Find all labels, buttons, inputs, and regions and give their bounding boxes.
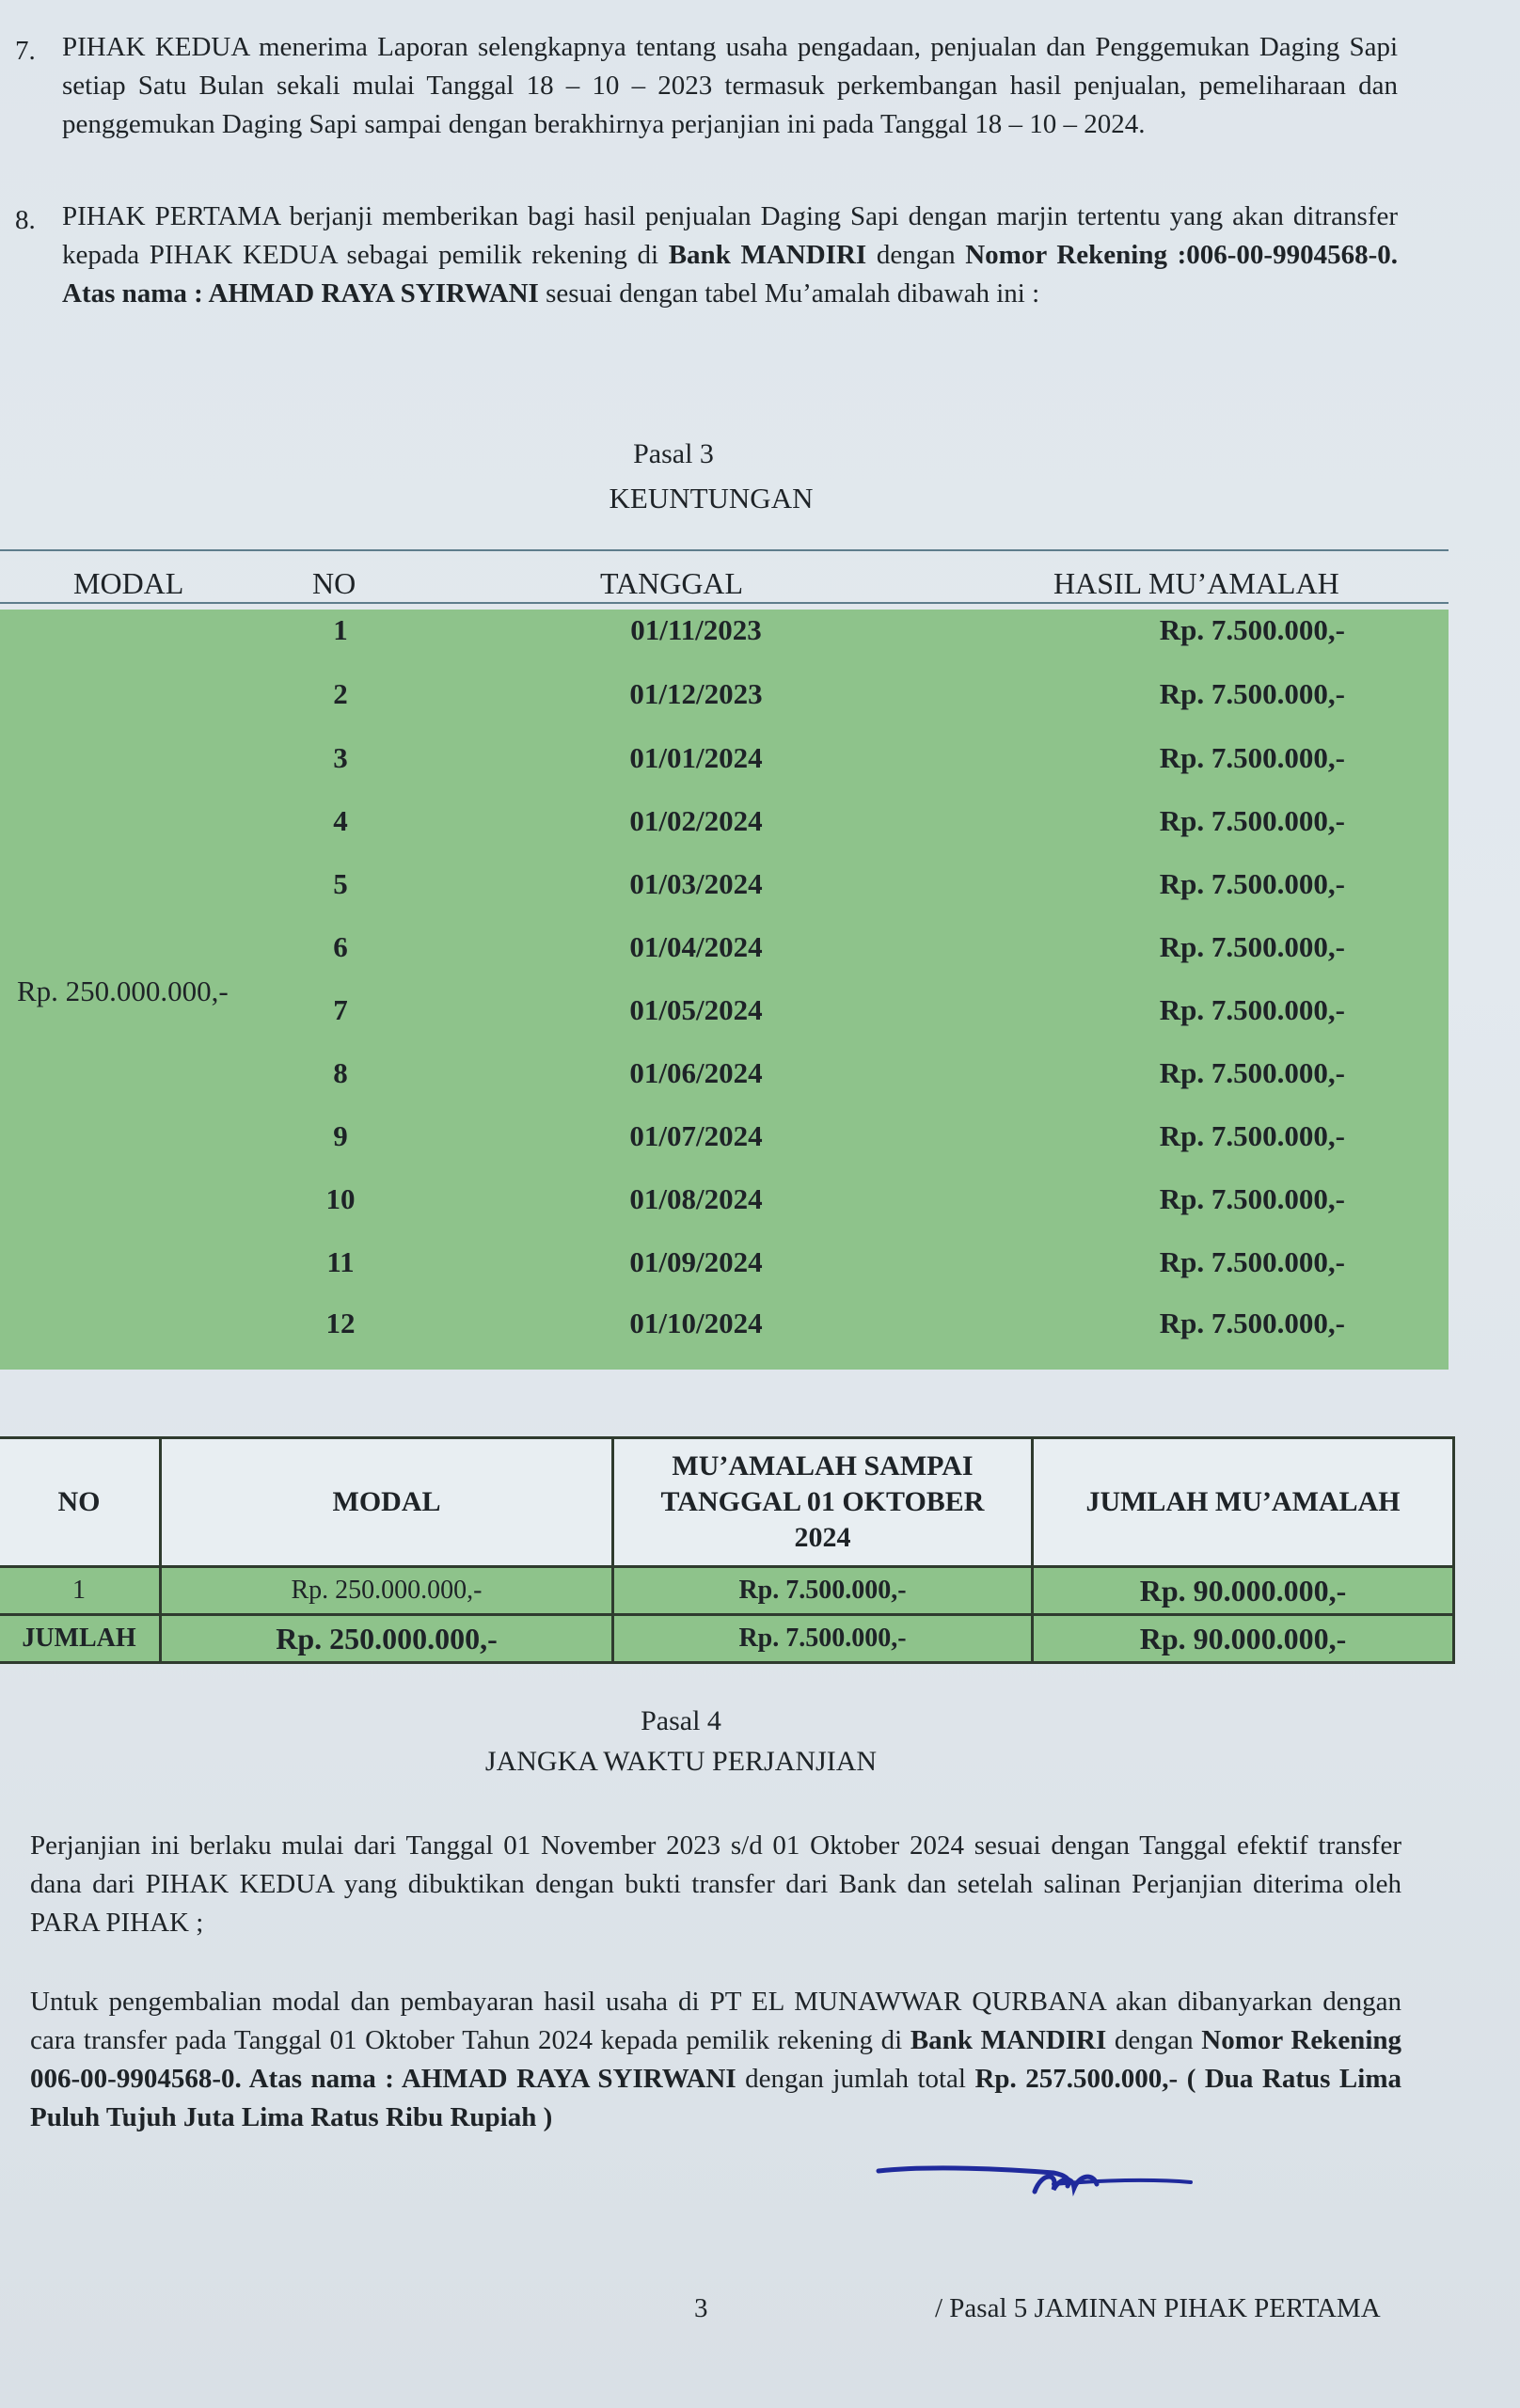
table-row	[0, 804, 1449, 867]
bank-name: Bank MANDIRI	[910, 2025, 1107, 2055]
row-hasil: Rp. 7.500.000,-	[1159, 1307, 1345, 1339]
schedule-modal-value: Rp. 250.000.000,-	[17, 974, 229, 1007]
clause-7-text: PIHAK KEDUA menerima Laporan selengkapnya tentang usaha pengadaan, penjualan dan Penggemukan Daging Sapi setiap Satu Bulan sekali mulai Tanggal 18 – 10 – 2023 termasuk perkembangan hasil penjualan, pemeliharaan dan penggemukan Daging Sapi sampai dengan berakhirnya perjanjian ini pada Tanggal 18 – 10 – 2024.	[62, 32, 1398, 139]
row-hasil: Rp. 7.500.000,-	[1159, 867, 1345, 900]
summary-total-row	[0, 1615, 1454, 1663]
table-row	[0, 677, 1449, 740]
summary-header-no: NO	[0, 1438, 161, 1567]
clause-8-account: Nomor Rekening :006-00-9904568-0. Atas nama : AHMAD RAYA SYIRWANI	[62, 240, 1398, 309]
summary-total-muamalah: Rp. 7.500.000,-	[613, 1615, 1033, 1663]
table-row	[0, 867, 1449, 930]
pasal-3-title: KEUNTUNGAN	[609, 482, 814, 515]
pasal-3-label: Pasal 3	[633, 438, 714, 469]
pasal-4-paragraph-1-text: Perjanjian ini berlaku mulai dari Tanggal 01 November 2023 s/d 01 Oktober 2024 sesuai dengan Tanggal efektif transfer dana dari PIHAK KEDUA yang dibuktikan dengan bukti transfer dari Bank dan setelah salinan Perjanjian diterima oleh PARA PIHAK ;	[30, 1830, 1401, 1938]
row-hasil: Rp. 7.500.000,-	[1159, 1182, 1345, 1215]
schedule-header-tanggal: TANGGAL	[600, 566, 744, 600]
table-row	[0, 1182, 1449, 1245]
summary-row-muamalah: Rp. 7.500.000,-	[613, 1567, 1033, 1615]
row-tanggal: 01/01/2024	[629, 741, 763, 774]
summary-row-no: 1	[0, 1567, 161, 1615]
row-no: 6	[333, 930, 348, 963]
clause-8-text	[62, 198, 1398, 313]
row-tanggal: 01/10/2024	[629, 1307, 763, 1339]
row-hasil: Rp. 7.500.000,-	[1159, 677, 1345, 710]
row-no: 1	[333, 613, 348, 646]
clause-7-number: 7.	[15, 36, 36, 66]
row-no: 9	[333, 1119, 348, 1152]
row-hasil: Rp. 7.500.000,-	[1159, 993, 1345, 1026]
table-row	[0, 993, 1449, 1056]
page-number: 3	[694, 2293, 708, 2323]
row-no: 3	[333, 741, 348, 774]
row-tanggal: 01/03/2024	[629, 867, 763, 900]
row-no: 11	[326, 1245, 355, 1278]
next-section-reference: / Pasal 5 JAMINAN PIHAK PERTAMA	[935, 2293, 1381, 2323]
signature-initial-icon	[875, 2154, 1195, 2215]
row-tanggal: 01/05/2024	[629, 993, 763, 1026]
text-part: Untuk pengembalian modal dan pembayaran hasil usaha di PT EL MUNAWWAR QURBANA akan dibanyarkan dengan cara transfer pada Tanggal 01 Oktober Tahun 2024 kepada pemilik rekening di	[30, 1987, 1401, 2055]
summary-table	[0, 1436, 1455, 1664]
row-hasil: Rp. 7.500.000,-	[1159, 804, 1345, 837]
row-hasil: Rp. 7.500.000,-	[1159, 930, 1345, 963]
summary-header-modal: MODAL	[161, 1438, 613, 1567]
table-row	[0, 741, 1449, 804]
table-row	[0, 1056, 1449, 1119]
row-no: 4	[333, 804, 348, 837]
summary-header-jumlah: JUMLAH MU’AMALAH	[1033, 1438, 1454, 1567]
summary-header-muamalah	[613, 1438, 1033, 1567]
row-tanggal: 01/02/2024	[629, 804, 763, 837]
row-tanggal: 01/09/2024	[629, 1245, 763, 1278]
summary-total-modal: Rp. 250.000.000,-	[161, 1615, 613, 1663]
row-no: 12	[325, 1307, 356, 1339]
row-tanggal: 01/06/2024	[629, 1056, 763, 1089]
table-row	[0, 1119, 1449, 1182]
clause-8-text-part: PIHAK PERTAMA berjanji memberikan bagi hasil penjualan Daging Sapi dengan marjin tertentu yang akan ditransfer kepada PIHAK KEDUA sebagai pemilik rekening di	[62, 201, 1398, 270]
clause-8-text-part: dengan	[866, 240, 966, 270]
pasal-4-paragraph-2-text	[30, 1983, 1401, 2137]
schedule-header-modal: MODAL	[73, 566, 184, 600]
schedule-header-hasil: HASIL MU’AMALAH	[1053, 566, 1339, 600]
row-tanggal: 01/08/2024	[629, 1182, 763, 1215]
summary-row-jumlah: Rp. 90.000.000,-	[1033, 1567, 1454, 1615]
summary-total-label: JUMLAH	[0, 1615, 161, 1663]
row-tanggal: 01/12/2023	[629, 677, 763, 710]
table-row	[0, 613, 1449, 676]
summary-row	[0, 1567, 1454, 1615]
row-no: 2	[333, 677, 348, 710]
text-part: dengan	[1106, 2025, 1202, 2055]
clause-8-text-part: sesuai dengan tabel Mu’amalah dibawah ini :	[538, 278, 1040, 309]
table-row	[0, 1245, 1449, 1308]
row-hasil: Rp. 7.500.000,-	[1159, 741, 1345, 774]
row-hasil: Rp. 7.500.000,-	[1159, 1119, 1345, 1152]
header-line: 2024	[794, 1522, 851, 1553]
row-no: 5	[333, 867, 348, 900]
pasal-4-label: Pasal 4	[641, 1705, 721, 1736]
row-no: 10	[325, 1182, 356, 1215]
row-tanggal: 01/04/2024	[629, 930, 763, 963]
clause-8-bank: Bank MANDIRI	[668, 240, 867, 270]
summary-header-row	[0, 1438, 1454, 1567]
total-amount: Rp. 257.500.000,- ( Dua Ratus Lima Puluh Tujuh Juta Lima Ratus Ribu Rupiah )	[30, 2064, 1401, 2132]
table-row	[0, 930, 1449, 993]
row-hasil: Rp. 7.500.000,-	[1159, 1056, 1345, 1089]
clause-8	[15, 198, 1398, 313]
header-line: TANGGAL 01 OKTOBER	[660, 1486, 985, 1517]
text-part: dengan jumlah total	[736, 2064, 975, 2094]
row-hasil: Rp. 7.500.000,-	[1159, 1245, 1345, 1278]
summary-total-jumlah: Rp. 90.000.000,-	[1033, 1615, 1454, 1663]
schedule-header-no: NO	[312, 566, 356, 600]
pasal-4-title: JANGKA WAKTU PERJANJIAN	[484, 1746, 878, 1777]
clause-7	[15, 28, 1398, 144]
row-hasil: Rp. 7.500.000,-	[1159, 613, 1345, 646]
table-row	[0, 1307, 1449, 1370]
row-tanggal: 01/11/2023	[630, 613, 762, 646]
account-details: Nomor Rekening 006-00-9904568-0. Atas nama : AHMAD RAYA SYIRWANI	[30, 2025, 1401, 2094]
clause-8-number: 8.	[15, 205, 36, 235]
row-tanggal: 01/07/2024	[629, 1119, 763, 1152]
row-no: 7	[333, 993, 348, 1026]
schedule-top-rule	[0, 549, 1449, 551]
summary-row-modal: Rp. 250.000.000,-	[161, 1567, 613, 1615]
pasal-4-paragraph-1	[30, 1827, 1401, 1942]
row-no: 8	[333, 1056, 348, 1089]
header-line: MU’AMALAH SAMPAI	[672, 1450, 974, 1481]
pasal-4-paragraph-2	[30, 1983, 1401, 2137]
schedule-header-rule	[0, 602, 1449, 604]
